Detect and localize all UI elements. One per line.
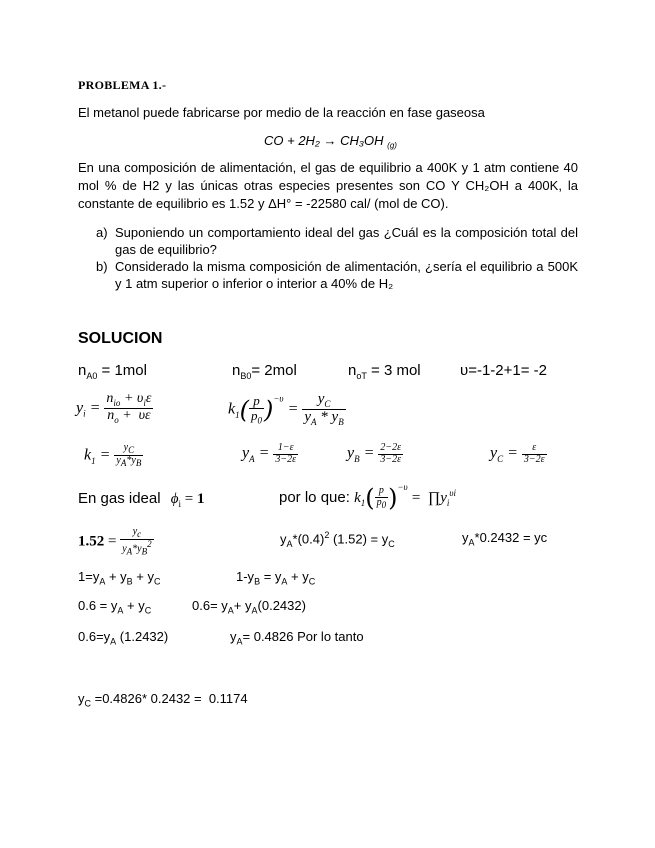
eq-152: 1.52 = $\frac{y_c}{y_A*y_B^2}$: [78, 526, 152, 557]
nu-value: υ=-1-2+1= -2: [460, 362, 548, 379]
ya-expression: $y_A$ = $\frac{1-\varepsilon}{3-2\varepsilon}$: [242, 442, 297, 465]
solution-heading: SOLUCION: [78, 330, 163, 347]
por-lo-que-label: por lo que:: [279, 489, 350, 506]
paragraph-line-1: En una composición de alimentación, el gas de equilibrio a 400K y 1 atm contiene 40: [78, 160, 578, 175]
ya-result: $y_A= 0.4826$ Por lo tanto: [230, 629, 364, 647]
eq-ya-2432: $y_A*0.2432$ = yc: [462, 530, 548, 548]
question-a-line-2: gas de equilibrio?: [115, 242, 217, 257]
product-relation: por lo que: $k_1$( $\frac{p}{p_0}$ )$^{-\upsilon} = \prod y_i^{\upsilon i}$: [279, 482, 457, 513]
yc-expression: $y_C$ = $\frac{\varepsilon}{3-2\varepsilon}$: [490, 442, 545, 465]
eq-06-c: $0.6=y_A$ (1.2432): [78, 629, 169, 647]
yb-expression: $y_B$ = $\frac{2-2\varepsilon}{3-2\varepsilon}$: [347, 442, 402, 465]
n-ot: $n_{oT} = 3$ mol: [348, 362, 421, 381]
eq-ya-04: $y_A*(0.4)^2$ $(1.52) = y_C$: [280, 530, 395, 549]
n-b0: $n_{B0}= 2mol$: [232, 362, 297, 381]
reaction-formula: CO + 2H₂ → CH₃OH: [264, 133, 384, 148]
k1-definition: $k_1$( $\frac{p}{p_0}$ )$^{-\upsilon}$ = $\frac{y_C}{y_A * y_B}$: [228, 391, 344, 428]
question-b-line-1: Considerado la misma composición de alimentación, ¿sería el equilibrio a 500K: [115, 259, 578, 274]
yc-result: $y_C =0.4826*$ 0.2432 = 0.1174: [78, 691, 248, 709]
eq-sum-1: $1=y_A + y_B + y_C$: [78, 569, 161, 587]
question-b-line-2: y 1 atm superior o inferior o interior a 40% de H₂: [115, 276, 394, 291]
reaction-equation: [264, 133, 397, 150]
eq-sum-2: $1-y_B = y_A + y_C$: [236, 569, 316, 587]
question-a-label: a): [96, 225, 108, 240]
k1-fraction: $k_1$ = $\frac{y_C}{y_A*y_B}$: [84, 442, 142, 469]
phi-equals-one: $\phi_i = 1$: [170, 491, 205, 509]
ideal-gas-label: En gas ideal: [78, 490, 161, 507]
yi-definition: $y_i$ = $\frac{n_{io} + \upsilon_i\varepsilon}{n_o + \upsilon\varepsilon}$: [76, 391, 152, 426]
problem-intro: El metanol puede fabricarse por medio de la reacción en fase gaseosa: [78, 105, 485, 120]
ideal-gas-text: [78, 490, 204, 509]
paragraph-line-2: mol % de H2 y las únicas otras especies presentes son CO Y CH₂OH a 400K, la: [78, 178, 578, 193]
paragraph-line-3: constante de equilibrio es 1.52 y ΔH° = -22580 cal/ (mol de CO).: [78, 196, 449, 211]
question-a-line-1: Suponiendo un comportamiento ideal del gas ¿Cuál es la composición total del: [115, 225, 578, 240]
eq-06-a: $0.6 = y_A + y_C$: [78, 598, 152, 616]
problem-title: PROBLEMA 1.-: [78, 78, 167, 92]
n-a0: $n_{A0} = 1mol$: [78, 362, 147, 381]
reaction-phase: (g): [387, 141, 397, 150]
question-b-label: b): [96, 259, 108, 274]
eq-06-b: $0.6= y_A+ y_A(0.2432)$: [192, 598, 306, 616]
